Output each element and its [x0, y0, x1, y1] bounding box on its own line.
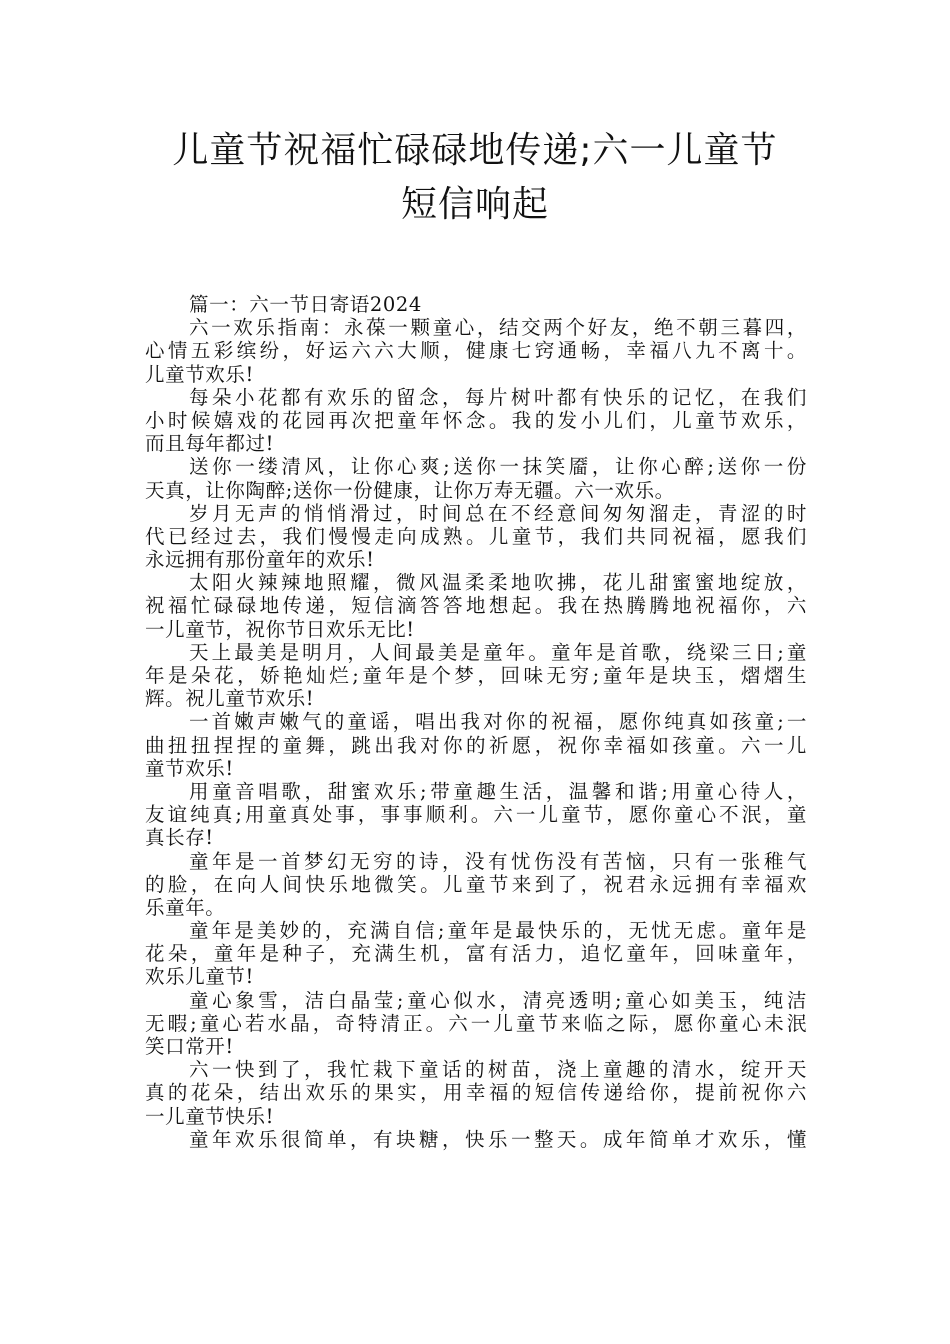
text-line: 天上最美是明月，人间最美是童年。童年是首歌，绕梁三日;童 — [189, 640, 807, 664]
text-line: 岁月无声的悄悄滑过，时间总在不经意间匆匆溜走，青涩的时 — [189, 501, 807, 525]
text-line: 天真，让你陶醉;送你一份健康，让你万寿无疆。六一欢乐。 — [145, 478, 675, 502]
text-line: 的脸，在向人间快乐地微笑。儿童节来到了，祝君永远拥有幸福欢 — [145, 872, 807, 896]
paragraph — [145, 571, 807, 641]
text-line: 每朵小花都有欢乐的留念，每片树叶都有快乐的记忆，在我们 — [189, 385, 807, 409]
text-line: 六一欢乐指南：永葆一颗童心，结交两个好友，绝不朝三暮四， — [189, 316, 807, 340]
text-line: 童年欢乐很简单，有块糖，快乐一整天。成年简单才欢乐，懂 — [189, 1127, 807, 1151]
title-line: 短信响起 — [400, 184, 549, 225]
document-body — [145, 293, 807, 1151]
paragraph — [145, 919, 807, 989]
section-heading: 篇一：六一节日寄语2024 — [189, 293, 422, 316]
paragraph — [145, 710, 807, 780]
text-line: 童年是一首梦幻无穷的诗，没有忧伤没有苦恼，只有一张稚气 — [189, 849, 807, 873]
text-line: 童年是美妙的，充满自信;童年是最快乐的，无忧无虑。童年是 — [189, 919, 807, 943]
text-line: 用童音唱歌，甜蜜欢乐;带童趣生活，温馨和谐;用童心待人， — [189, 779, 807, 803]
text-line: 代已经过去，我们慢慢走向成熟。儿童节，我们共同祝福，愿我们 — [145, 524, 807, 548]
text-line: 而且每年都过! — [145, 432, 275, 456]
text-line: 童心象雪，洁白晶莹;童心似水，清亮透明;童心如美玉，纯洁 — [189, 988, 807, 1012]
text-line: 无暇;童心若水晶，奇特清正。六一儿童节来临之际，愿你童心未泯 — [145, 1011, 807, 1035]
text-line: 一儿童节快乐! — [145, 1104, 275, 1128]
text-line: 祝福忙碌碌地传递，短信滴答答地想起。我在热腾腾地祝福你，六 — [145, 594, 807, 618]
text-line: 永远拥有那份童年的欢乐! — [145, 548, 375, 572]
text-line: 童节欢乐! — [145, 756, 234, 780]
title-line: 儿童节祝福忙碌碌地传递;六一儿童节 — [172, 130, 778, 171]
paragraph — [145, 780, 807, 850]
text-line: 真长存! — [145, 826, 214, 850]
text-line: 乐童年。 — [145, 895, 226, 919]
paragraph — [145, 316, 807, 386]
text-line: 一儿童节，祝你节日欢乐无比! — [145, 617, 415, 641]
text-line: 笑口常开! — [145, 1035, 234, 1058]
paragraph — [145, 641, 807, 711]
paragraph — [145, 1128, 807, 1151]
paragraph — [145, 1058, 807, 1128]
document-title — [100, 124, 850, 232]
text-line: 六一快到了，我忙栽下童话的树苗，浇上童趣的清水，绽开天 — [189, 1058, 807, 1082]
text-line: 辉。祝儿童节欢乐! — [145, 687, 315, 711]
text-line: 欢乐儿童节! — [145, 965, 254, 989]
text-line: 花朵，童年是种子，充满生机，富有活力，追忆童年，回味童年， — [145, 942, 807, 966]
text-line: 年是朵花，娇艳灿烂;童年是个梦，回味无穷;童年是块玉，熠熠生 — [145, 664, 807, 687]
text-line: 一首嫩声嫩气的童谣，唱出我对你的祝福，愿你纯真如孩童;一 — [189, 710, 807, 734]
paragraph — [145, 502, 807, 572]
text-line: 友谊纯真;用童真处事，事事顺利。六一儿童节，愿你童心不泯，童 — [145, 803, 807, 827]
text-line: 曲扭扭捏捏的童舞，跳出我对你的祈愿，祝你幸福如孩童。六一儿 — [145, 733, 807, 757]
paragraph — [145, 850, 807, 920]
paragraph — [145, 455, 807, 501]
text-line: 送你一缕清风，让你心爽;送你一抹笑靥，让你心醉;送你一份 — [189, 455, 807, 479]
text-line: 真的花朵，结出欢乐的果实，用幸福的短信传递给你，提前祝你六 — [145, 1081, 807, 1105]
text-line: 儿童节欢乐! — [145, 362, 254, 386]
paragraph — [145, 989, 807, 1059]
text-line: 小时候嬉戏的花园再次把童年怀念。我的发小儿们，儿童节欢乐， — [145, 408, 807, 432]
text-line: 心情五彩缤纷，好运六六大顺，健康七窍通畅，幸福八九不离十。 — [145, 339, 807, 363]
text-line: 太阳火辣辣地照耀，微风温柔柔地吹拂，花儿甜蜜蜜地绽放， — [189, 571, 807, 595]
paragraph — [145, 386, 807, 456]
